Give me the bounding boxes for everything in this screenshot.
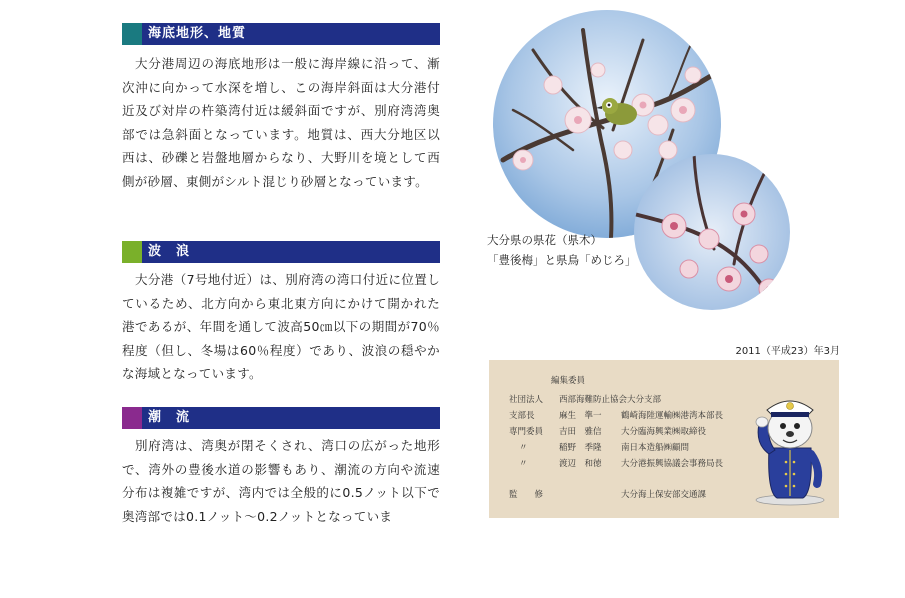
section-accent-chip <box>122 23 142 45</box>
member-org: 大分海上保安部交通課 <box>621 490 707 500</box>
member-org: 南日本造船㈱顧問 <box>621 443 690 453</box>
member-role: 社団法人 <box>509 395 544 405</box>
member-org: 大分港振興協議会事務局長 <box>621 459 724 469</box>
member-name: 稲野 季隆 <box>559 443 602 453</box>
section-title: 海底地形、地質 <box>148 26 247 41</box>
member-role: 監 修 <box>509 490 544 500</box>
editorial-committee-panel <box>489 360 839 518</box>
section-title: 潮 流 <box>148 410 191 425</box>
member-org: 西部海難防止協会大分支部 <box>559 395 662 405</box>
caption-line-1: 大分県の県花（県木） <box>487 233 602 247</box>
section-header-currents <box>122 407 440 429</box>
committee-title: 編集委員 <box>551 376 586 386</box>
section-header-waves <box>122 241 440 263</box>
plum-blossom-photo-2 <box>634 154 790 310</box>
photo-caption <box>487 230 637 270</box>
section-body-currents: 別府湾は、湾奥が閉そくされ、湾口の広がった地形で、湾外の豊後水道の影響もあり、潮流の方向や流速分布は複雑ですが、湾内では全般的に0.5ノット以下で奥湾部では0.1ノット～0.2ノットとなっていま <box>122 438 440 524</box>
member-org: 鶴崎海陸運輸㈱港湾本部長 <box>621 411 724 421</box>
coast-guard-mascot-icon <box>747 384 833 506</box>
member-role: 〃 <box>519 459 528 469</box>
member-name: 吉田 雅信 <box>559 427 602 437</box>
member-name: 麻生 準一 <box>559 411 602 421</box>
member-name: 渡辺 和徳 <box>559 459 602 469</box>
section-header-seabed <box>122 23 440 45</box>
member-role: 専門委員 <box>509 427 544 437</box>
section-accent-chip <box>122 241 142 263</box>
section-title: 波 浪 <box>148 244 191 259</box>
member-role: 支部長 <box>509 411 535 421</box>
member-role: 〃 <box>519 443 528 453</box>
section-accent-chip <box>122 407 142 429</box>
section-body-waves: 大分港（7号地付近）は、別府湾の湾口付近に位置しているため、北方向から東北東方向にかけて開かれた港であるが、年間を通して波高50㎝以下の期間が70％程度（但し、冬場は60％程度）であり、波浪の穏やかな海域となっています。 <box>122 272 440 381</box>
member-org: 大分臨海興業㈱取締役 <box>621 427 707 437</box>
section-body-seabed: 大分港周辺の海底地形は一般に海岸線に沿って、漸次沖に向かって水深を増し、この海岸斜面は大分港付近及び対岸の杵築湾付近は緩斜面ですが、別府湾湾奥部では急斜面となっています。地質は、西大分地区以西は、砂礫と岩盤地層からなり、大野川を境として西側が砂層、東側がシルト混じり砂層となっています。 <box>122 56 440 189</box>
publication-date: 2011（平成23）年3月 <box>735 346 840 357</box>
caption-line-2: 「豊後梅」と県鳥「めじろ」 <box>487 253 637 267</box>
